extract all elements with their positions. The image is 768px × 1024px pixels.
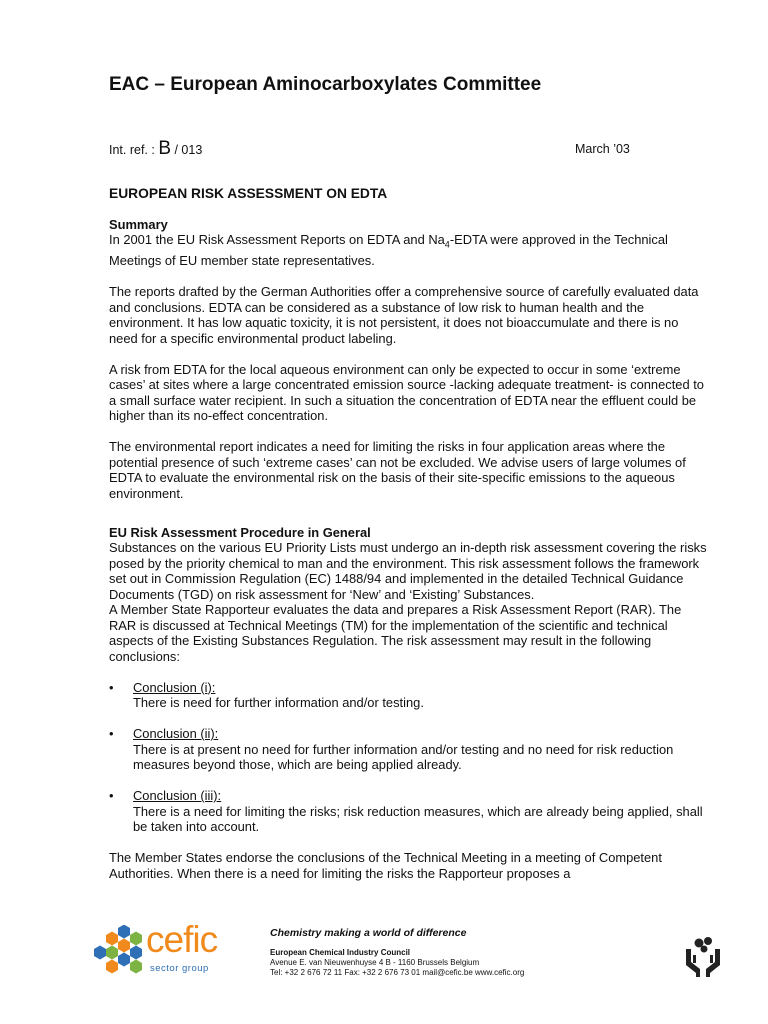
cefic-logo [92,919,262,981]
conclusion-label: Conclusion (iii): [133,788,222,804]
summary-paragraph-2: The reports drafted by the German Authorities offer a comprehensive source of carefully evaluated data and conclusions. EDTA can be considered as a substance of low risk to human health and the environment. It has low aquatic toxicity, it is not persistent, it does not bioaccumulate and there is no need for a specific environmental product labeling. [109,284,699,346]
document-date: March ’03 [575,142,630,156]
footer-address: Avenue E. van Nieuwenhuyse 4 B - 1160 Brussels Belgium [270,958,480,967]
conclusions-list [109,680,709,835]
cefic-subtitle: sector group [150,963,209,974]
bullet: • [109,679,114,695]
summary-heading: Summary [109,216,168,232]
procedure-paragraph-1: Substances on the various EU Priority Lists must undergo an in-depth risk assessment covering the risks posed by the priority chemical to man and the environment. This risk assessment follows the framework set out in Commission Regulation (EC) 1488/94 and implemented in the detailed Technical Guidance Documents (TGD) on risk assessment for ‘New’ and ‘Existing’ Substances. [109,540,707,602]
ref-letter: B [158,138,172,159]
summary-paragraph-4: The environmental report indicates a need for limiting the risks in four application areas where the potential presence of such ‘extreme cases’ can not be excluded. We advise users of large volumes of EDTA to evaluate the environmental risk on the basis of their site-specific emissions to the aqueous environment. [109,439,686,501]
conclusion-text: There is a need for limiting the risks; risk reduction measures, which are already being applied, shall be taken into account. [133,803,703,835]
internal-reference [109,138,202,160]
procedure-heading: EU Risk Assessment Procedure in General [109,524,371,540]
conclusion-label: Conclusion (ii): [133,726,219,742]
footer-contact-line: Tel: +32 2 676 72 11 Fax: +32 2 676 73 01 mail@cefic.be www.cefic.org [270,968,525,977]
conclusion-text: There is at present no need for further information and/or testing and no need for risk reduction measures beyond those, which are being applied already. [133,741,674,773]
summary-paragraph-1: In 2001 the EU Risk Assessment Reports on EDTA and $Na_4$-EDTA were approved in the Technical Meetings of EU member state representatives. [109,232,668,269]
hands-molecule-icon [683,935,723,977]
conclusion-label: Conclusion (i): [133,679,216,695]
bullet: • [109,788,114,804]
list-item [109,788,709,835]
footer-tagline: Chemistry making a world of difference [270,927,467,939]
closing-paragraph: The Member States endorse the conclusions of the Technical Meeting in a meeting of Competent Authorities. When there is a need for limiting the risks the Rapporteur proposes a [109,850,662,881]
ref-label: Int. ref. : [109,143,159,157]
cefic-wordmark: cefic [146,919,218,960]
ref-number: / 013 [171,143,203,157]
page-title: EAC – European Aminocarboxylates Committee [109,74,542,95]
document-heading: EUROPEAN RISK ASSESSMENT ON EDTA [109,186,388,201]
list-item [109,726,709,773]
footer-contact [270,928,524,978]
bullet: • [109,726,114,742]
list-item [109,680,709,711]
footer-org: European Chemical Industry Council [270,948,411,957]
hands-molecule-icon-svg [683,935,723,977]
conclusion-text: There is need for further information and/or testing. [133,695,424,711]
procedure-paragraph-2: A Member State Rapporteur evaluates the data and prepares a Risk Assessment Report (RAR). The RAR is discussed at Technical Meetings (TM) for the implementation of the scientific and technical aspects of the Existing Substances Regulation. The risk assessment may result in the following conclusions: [109,602,682,664]
summary-paragraph-3: A risk from EDTA for the local aqueous environment can only be expected to occur in some ‘extreme cases’ at sites where a large concentrated emission source -lacking adequate treatment- is connected to a small surface water recipient. In such a situation the concentration of EDTA near the effluent could be higher than its no-effect concentration. [109,361,704,424]
document-body [109,186,709,897]
